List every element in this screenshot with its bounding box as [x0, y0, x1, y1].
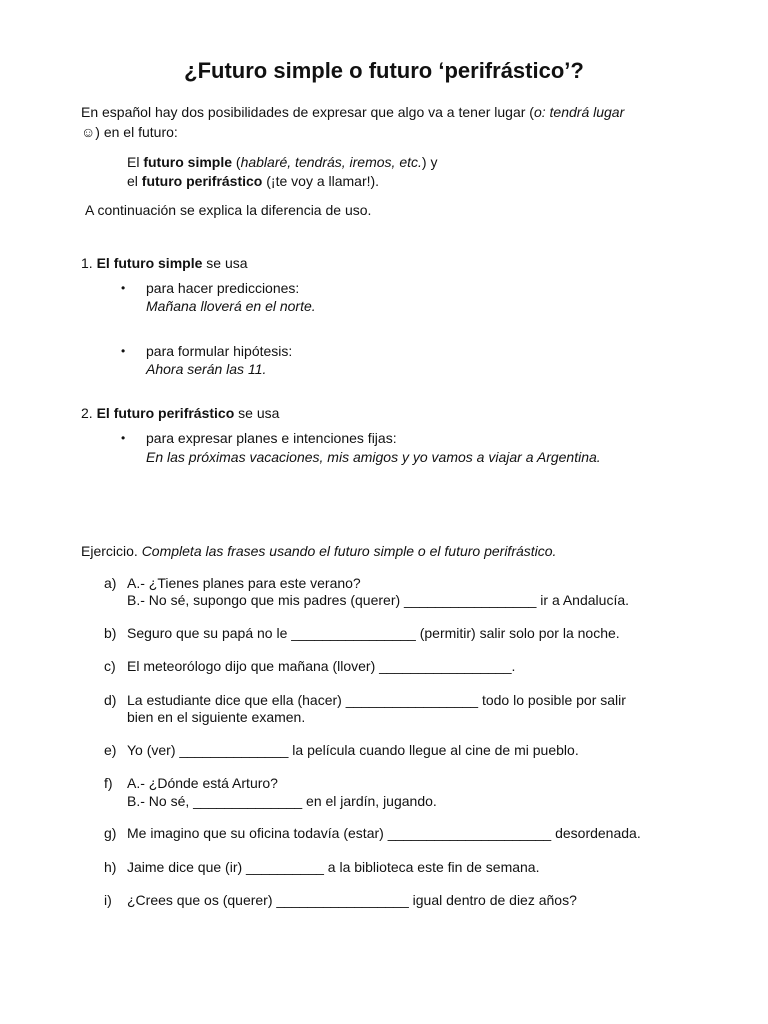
use-label: para hacer predicciones:	[146, 280, 300, 296]
section-number: 1.	[81, 255, 97, 271]
use-label: para formular hipótesis:	[146, 343, 293, 359]
smiley-icon: ☺	[81, 124, 96, 140]
exercise-line: A.- ¿Tienes planes para este verano?	[127, 575, 361, 591]
exercise-label: c)	[104, 658, 116, 674]
def-text: El	[127, 154, 144, 170]
use-example	[146, 361, 266, 378]
exercise-line: B.- No sé, supongo que mis padres (querer) _________________ ir a Andalucía.	[127, 592, 630, 608]
def-text: ) y	[421, 154, 438, 170]
exercise-label: g)	[104, 825, 117, 841]
intro-text: En español hay dos posibilidades de expresar que algo va a tener lugar (	[81, 104, 534, 120]
intro-text-end: ) en el futuro:	[95, 124, 178, 140]
exercise-instruction: Completa las frases usando el futuro simple o el futuro perifrástico.	[141, 543, 557, 559]
use-label: para expresar planes e intenciones fijas:	[146, 430, 397, 446]
exercise-line: A.- ¿Dónde está Arturo?	[127, 775, 278, 791]
intro-line-2	[81, 124, 178, 141]
section-number: 2.	[81, 405, 97, 421]
exercise-line: La estudiante dice que ella (hacer) _________________ todo lo posible por salir	[127, 692, 626, 708]
exercise-label: i)	[104, 892, 112, 908]
bullet-icon	[121, 280, 125, 297]
exercise-line: bien en el siguiente examen.	[127, 709, 306, 725]
exercise-label: f)	[104, 775, 113, 791]
def-text: (¡te voy a llamar!).	[262, 173, 380, 189]
continuation-text: A continuación se explica la diferencia de uso.	[85, 202, 372, 218]
exercise-title: Ejercicio.	[81, 543, 142, 559]
exercise-heading	[81, 543, 556, 560]
example-text: En las próximas vacaciones, mis amigos y yo vamos a viajar a Argentina.	[146, 449, 601, 465]
exercise-label: e)	[104, 742, 117, 758]
exercise-label: b)	[104, 625, 117, 641]
section-term: El futuro simple	[96, 255, 203, 271]
exercise-line: B.- No sé, ______________ en el jardín, jugando.	[127, 793, 437, 809]
term-futuro-perifrastico: futuro perifrástico	[141, 173, 263, 189]
section-text: se usa	[202, 255, 248, 271]
page-title: ¿Futuro simple o futuro ‘perifrástico’?	[184, 58, 584, 83]
use-example	[146, 298, 316, 315]
section-text: se usa	[234, 405, 280, 421]
def-text: (	[232, 154, 241, 170]
intro-line-1	[81, 104, 624, 121]
exercise-label: h)	[104, 859, 117, 875]
exercise-line: Me imagino que su oficina todavía (estar) _____________________ desordenada.	[127, 825, 641, 841]
bullet-icon	[121, 430, 125, 447]
example-text: Ahora serán las 11.	[146, 361, 267, 377]
definition-simple	[127, 154, 437, 171]
exercise-label: a)	[104, 575, 117, 591]
intro-alt-text: o: tendrá lugar	[533, 104, 625, 120]
exercise-line: Yo (ver) ______________ la película cuando llegue al cine de mi pueblo.	[127, 742, 579, 758]
section-term: El futuro perifrástico	[96, 405, 235, 421]
use-example	[146, 449, 601, 466]
exercise-label: d)	[104, 692, 117, 708]
term-futuro-simple: futuro simple	[143, 154, 233, 170]
exercise-line: El meteorólogo dijo que mañana (llover) _________________.	[127, 658, 516, 674]
section-2-heading	[81, 405, 279, 422]
exercise-line: Jaime dice que (ir) __________ a la biblioteca este fin de semana.	[127, 859, 540, 875]
exercise-line: Seguro que su papá no le ________________ (permitir) salir solo por la noche.	[127, 625, 620, 641]
definition-perifrastico	[127, 173, 379, 190]
example-text: Mañana lloverá en el norte.	[146, 298, 316, 314]
bullet-icon	[121, 343, 125, 360]
section-1-heading	[81, 255, 248, 272]
def-examples: hablaré, tendrás, iremos, etc.	[240, 154, 422, 170]
exercise-line: ¿Crees que os (querer) _________________ igual dentro de diez años?	[127, 892, 577, 908]
def-text: el	[127, 173, 142, 189]
